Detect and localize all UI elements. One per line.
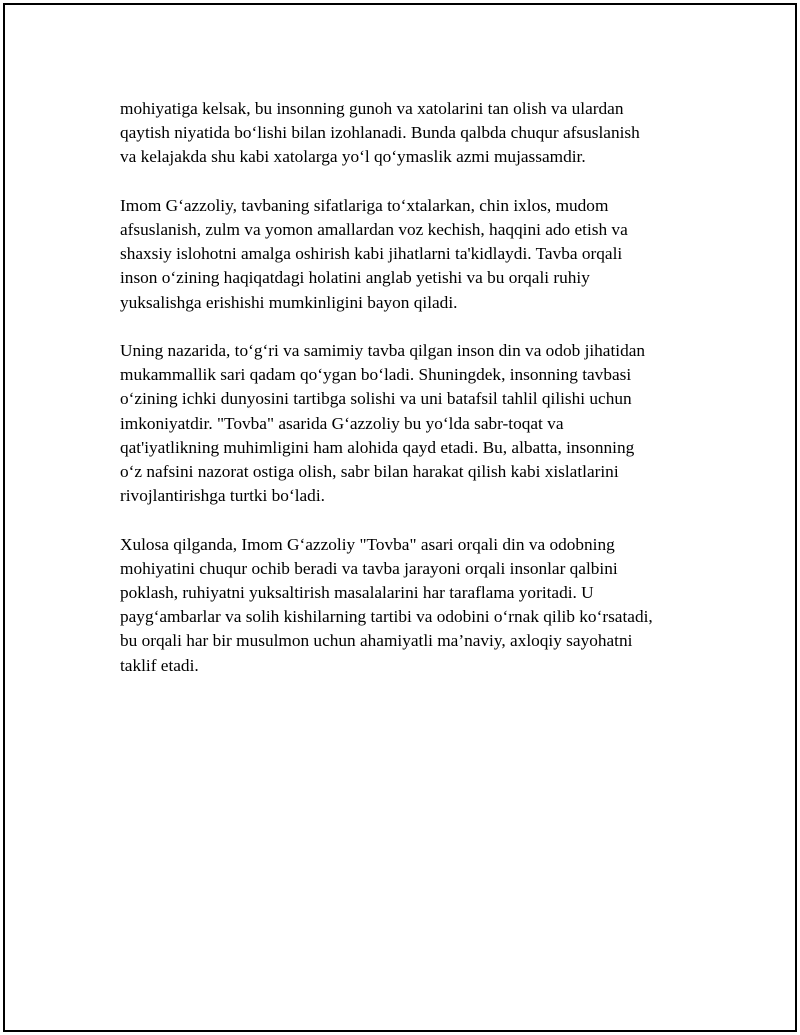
text-line: inson o‘zining haqiqatdagi holatini anglab yetishi va bu orqali ruhiy <box>120 268 590 288</box>
text-line: Xulosa qilganda, Imom G‘azzoliy "Tovba" asari orqali din va odobning <box>120 534 615 554</box>
paragraph-1 <box>120 97 700 170</box>
text-line: payg‘ambarlar va solih kishilarning tartibi va odobini o‘rnak qilib ko‘rsatadi, <box>120 607 653 627</box>
text-line: afsuslanish, zulm va yomon amallardan voz kechish, haqqini ado etish va <box>120 220 628 239</box>
text-line: mohiyatiga kelsak, bu insonning gunoh va xatolarini tan olish va ulardan <box>120 99 624 118</box>
text-line: bu orqali har bir musulmon uchun ahamiyatli ma’naviy, axloqiy sayohatni <box>120 631 633 651</box>
paragraph-2 <box>120 194 700 315</box>
text-line: o‘z nafsini nazorat ostiga olish, sabr bilan harakat qilish kabi xislatlarini <box>120 462 619 482</box>
text-line: yuksalishga erishishi mumkinligini bayon qiladi. <box>120 292 458 312</box>
text-line: shaxsiy islohotni amalga oshirish kabi jihatlarni ta'kidlaydi. Tavba orqali <box>120 244 623 264</box>
text-line: mukammallik sari qadam qo‘ygan bo‘ladi. Shuningdek, insonning tavbasi <box>120 365 632 385</box>
text-line: rivojlantirishga turtki bo‘ladi. <box>120 486 325 506</box>
text-line: taklif etadi. <box>120 655 199 675</box>
text-line: Imom G‘azzoliy, tavbaning sifatlariga to‘xtalarkan, chin ixlos, mudom <box>120 195 609 215</box>
paragraph-4 <box>120 533 700 678</box>
text-line: Uning nazarida, to‘g‘ri va samimiy tavba qilgan inson din va odob jihatidan <box>120 341 646 360</box>
text-line: mohiyatini chuqur ochib beradi va tavba jarayoni orqali insonlar qalbini <box>120 558 618 578</box>
text-line: qaytish niyatida bo‘lishi bilan izohlanadi. Bunda qalbda chuqur afsuslanish <box>120 123 640 143</box>
text-line: imkoniyatdir. "Tovba" asarida G‘azzoliy bu yo‘lda sabr-toqat va <box>120 413 564 433</box>
text-line: o‘zining ichki dunyosini tartibga solishi va uni batafsil tahlil qilishi uchun <box>120 389 632 409</box>
text-line: poklash, ruhiyatni yuksaltirish masalalarini har taraflama yoritadi. U <box>120 583 594 603</box>
document-page <box>3 3 797 1032</box>
paragraph-3 <box>120 339 700 508</box>
document-body <box>120 97 700 702</box>
text-line: va kelajakda shu kabi xatolarga yo‘l qo‘ymaslik azmi mujassamdir. <box>120 147 586 167</box>
text-line: qat'iyatlikning muhimligini ham alohida qayd etadi. Bu, albatta, insonning <box>120 437 635 457</box>
